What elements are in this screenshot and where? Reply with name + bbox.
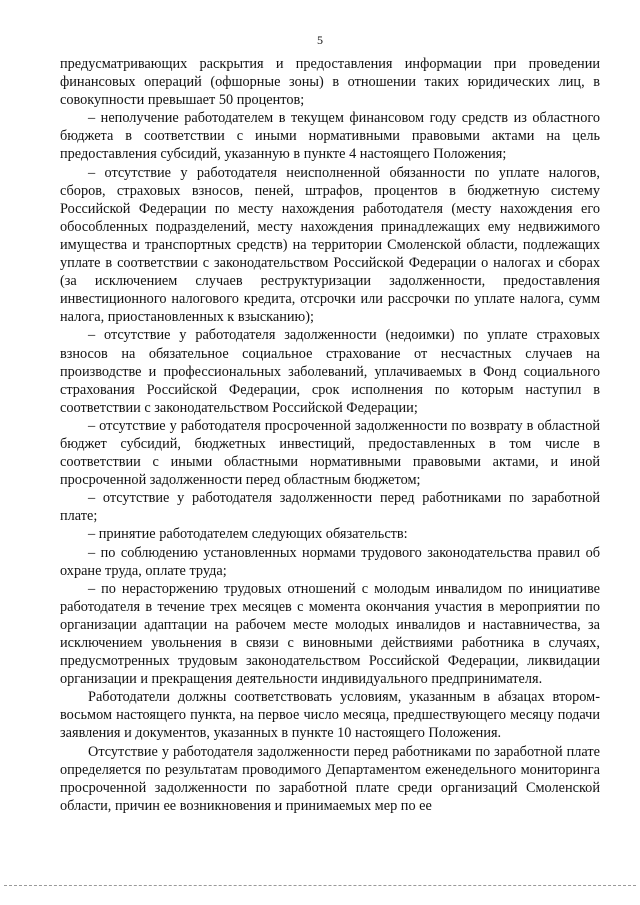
paragraph-labor-safety-obligation: – по соблюдению установленных нормами трудового законодательства правил об охране труда, оплате труда; xyxy=(60,544,600,579)
paragraph-no-insurance-arrears: – отсутствие у работодателя задолженности (недоимки) по уплате страховых взносов на обязательное социальное страхование от несчастных случаев на производстве и профессиональных заболеваний, уплачиваемых в Фонд социального страхования Российской Федерации, срок исполнения по которым наступил в соответствии с законодательством Российской Федерации; xyxy=(60,327,600,416)
page-number: 5 xyxy=(317,33,323,47)
document-body xyxy=(60,55,600,815)
paragraph-no-tax-obligations: – отсутствие у работодателя неисполненной обязанности по уплате налогов, сборов, страховых взносов, пеней, штрафов, процентов в бюджетную систему Российской Федерации по месту нахождения работодателя (месту нахождения его обособленных подразделений, месту нахождения принадлежащих ему недвижимого имущества и транспортных средств) на территории Смоленской области, подлежащих уплате в соответствии с законодательством Российской Федерации о налогах и сборах (за исключением случаев реструктуризации задолженности, предоставления инвестиционного налогового кредита, отсрочки или рассрочки по уплате налога, сумм налога, приостановленных к взысканию); xyxy=(60,164,600,326)
paragraph-wage-debt-monitoring: Отсутствие у работодателя задолженности перед работниками по заработной плате определяется по результатам проводимого Департаментом еженедельного мониторинга просроченной задолженности по заработной плате среди организаций Смоленской области, причин ее возникновения и принимаемых мер по ее xyxy=(60,743,600,814)
paragraph-non-termination-obligation: – по нерасторжению трудовых отношений с молодым инвалидом по инициативе работодателя в течение трех месяцев с момента окончания участия в мероприятии по организации адаптации на рабочем месте молодых инвалидов и наставничества, за исключением увольнения в связи с виновными действиями работника в случаях, предусмотренных трудовым законодательством Российской Федерации, ликвидации организации и прекращения деятельности индивидуального предпринимателя. xyxy=(60,580,600,688)
paragraph-no-regional-budget-funds: – неполучение работодателем в текущем финансовом году средств из областного бюджета в соответствии с иными нормативными правовыми актами на цель предоставления субсидий, указанную в пункте 4 настоящего Положения; xyxy=(60,110,600,163)
page-bottom-rule xyxy=(4,885,636,886)
paragraph-no-overdue-budget-debt: – отсутствие у работодателя просроченной задолженности по возврату в областной бюджет субсидий, бюджетных инвестиций, предоставленных в том числе в соответствии с иными областными нормативными правовыми актами, и иной просроченной задолженности перед областным бюджетом; xyxy=(60,417,600,489)
paragraph-no-wage-debt: – отсутствие у работодателя задолженности перед работниками по заработной плате; xyxy=(60,490,600,525)
paragraph-employer-obligations: – принятие работодателем следующих обязательств: xyxy=(88,526,408,543)
paragraph-compliance-date: Работодатели должны соответствовать условиям, указанным в абзацах втором-восьмом настоящего пункта, на первое число месяца, предшествующего месяцу подачи заявления и документов, указанных в пункте 10 настоящего Положения. xyxy=(60,689,600,742)
paragraph-offshore-continuation: предусматривающих раскрытия и предоставления информации при проведении финансовых операций (офшорные зоны) в отношении таких юридических лиц, в совокупности превышает 50 процентов; xyxy=(60,56,600,109)
